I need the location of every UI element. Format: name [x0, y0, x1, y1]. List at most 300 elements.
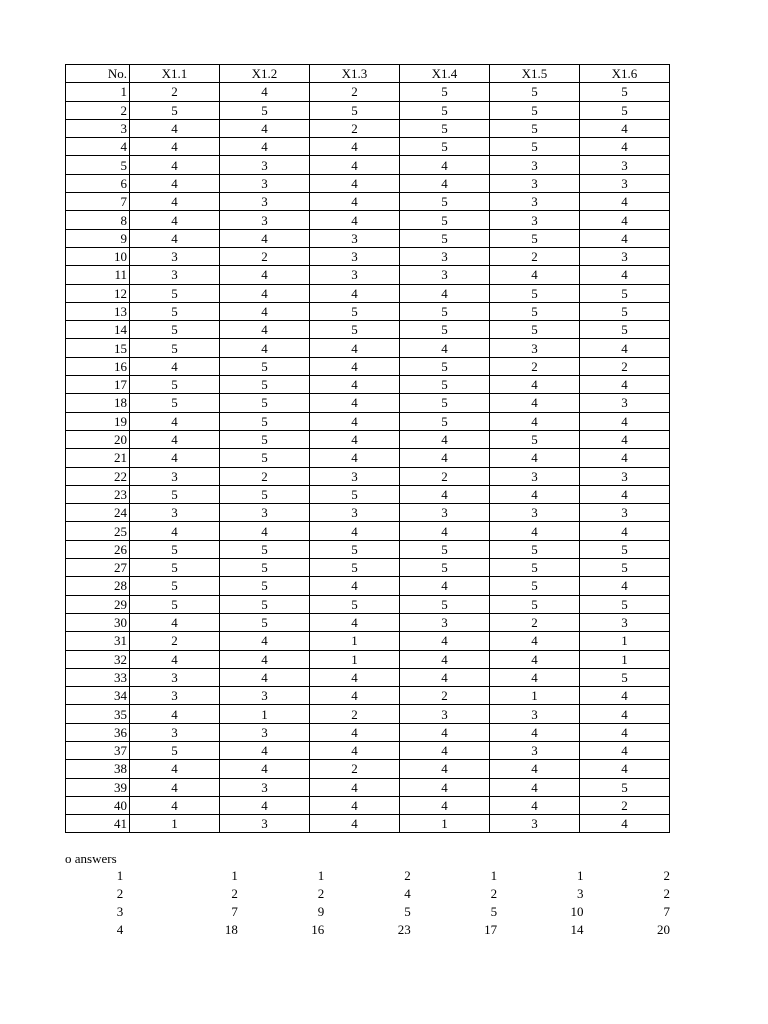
score-cell: 1: [580, 632, 670, 650]
score-cell: 4: [400, 741, 490, 759]
score-cell: 4: [220, 83, 310, 101]
score-cell: 4: [400, 723, 490, 741]
row-number-cell: 8: [66, 211, 130, 229]
row-number-cell: 2: [66, 101, 130, 119]
score-cell: 4: [400, 156, 490, 174]
score-cell: 3: [310, 467, 400, 485]
score-cell: 5: [400, 559, 490, 577]
table-row: [66, 376, 670, 394]
header-x1-5: X1.5: [490, 65, 580, 83]
row-number-cell: 37: [66, 741, 130, 759]
score-cell: 5: [220, 357, 310, 375]
score-cell: 4: [580, 760, 670, 778]
score-cell: 4: [400, 778, 490, 796]
score-cell: 4: [580, 412, 670, 430]
score-cell: 4: [400, 650, 490, 668]
header-x1-4: X1.4: [400, 65, 490, 83]
row-number-cell: 17: [66, 376, 130, 394]
table-row: [66, 394, 670, 412]
score-cell: 3: [220, 504, 310, 522]
score-cell: 5: [220, 430, 310, 448]
score-cell: 4: [310, 778, 400, 796]
score-cell: 4: [220, 650, 310, 668]
score-cell: 3: [220, 193, 310, 211]
answer-value: 2: [116, 886, 124, 901]
score-cell: 2: [130, 632, 220, 650]
score-cell: 4: [130, 760, 220, 778]
score-cell: 4: [130, 211, 220, 229]
row-number-cell: 34: [66, 687, 130, 705]
score-cell: 4: [400, 430, 490, 448]
score-cell: 4: [130, 449, 220, 467]
score-cell: 5: [490, 577, 580, 595]
score-cell: 4: [400, 522, 490, 540]
score-cell: 5: [400, 540, 490, 558]
score-cell: 4: [580, 229, 670, 247]
score-cell: 3: [400, 247, 490, 265]
score-cell: 4: [220, 119, 310, 137]
score-cell: 3: [130, 723, 220, 741]
score-cell: 5: [130, 485, 220, 503]
score-cell: 5: [130, 284, 220, 302]
table-row: [66, 705, 670, 723]
score-cell: 5: [580, 778, 670, 796]
score-cell: 4: [490, 778, 580, 796]
answer-count: 14: [570, 922, 584, 937]
table-row: [66, 613, 670, 631]
score-cell: 4: [490, 394, 580, 412]
answer-count: 5: [490, 904, 498, 919]
score-cell: 4: [130, 229, 220, 247]
row-number-cell: 19: [66, 412, 130, 430]
score-cell: 3: [580, 174, 670, 192]
score-cell: 4: [310, 156, 400, 174]
score-cell: 3: [490, 467, 580, 485]
score-cell: 5: [400, 101, 490, 119]
score-cell: 4: [580, 339, 670, 357]
score-cell: 4: [310, 430, 400, 448]
score-cell: 2: [220, 247, 310, 265]
score-cell: 2: [400, 687, 490, 705]
score-cell: 3: [310, 266, 400, 284]
table-row: [66, 357, 670, 375]
score-cell: 4: [220, 284, 310, 302]
score-cell: 3: [310, 247, 400, 265]
score-cell: 2: [490, 613, 580, 631]
header-x1-1: X1.1: [130, 65, 220, 83]
score-cell: 4: [220, 796, 310, 814]
score-cell: 4: [220, 741, 310, 759]
row-number-cell: 6: [66, 174, 130, 192]
score-cell: 5: [490, 138, 580, 156]
score-cell: 5: [490, 321, 580, 339]
score-cell: 5: [400, 302, 490, 320]
table-row: [66, 284, 670, 302]
row-number-cell: 3: [66, 119, 130, 137]
score-cell: 4: [400, 339, 490, 357]
score-cell: 5: [490, 229, 580, 247]
score-cell: 5: [220, 613, 310, 631]
score-cell: 4: [130, 522, 220, 540]
table-row: [66, 339, 670, 357]
table-row: [66, 485, 670, 503]
row-number-cell: 27: [66, 559, 130, 577]
score-cell: 4: [130, 193, 220, 211]
score-cell: 3: [490, 174, 580, 192]
score-cell: 4: [580, 741, 670, 759]
table-row: [66, 156, 670, 174]
score-cell: 5: [490, 559, 580, 577]
score-cell: 4: [310, 193, 400, 211]
score-cell: 4: [310, 174, 400, 192]
table-row: [66, 559, 670, 577]
answer-count: 1: [490, 868, 498, 883]
answer-value: 4: [116, 922, 124, 937]
score-cell: 4: [580, 266, 670, 284]
score-cell: 4: [580, 723, 670, 741]
score-cell: 3: [490, 741, 580, 759]
score-cell: 2: [220, 467, 310, 485]
score-cell: 4: [490, 760, 580, 778]
score-cell: 4: [220, 632, 310, 650]
score-cell: 5: [490, 540, 580, 558]
score-cell: 3: [580, 613, 670, 631]
score-cell: 4: [400, 449, 490, 467]
answer-count: 7: [663, 904, 670, 919]
score-cell: 5: [310, 559, 400, 577]
score-cell: 3: [400, 705, 490, 723]
score-cell: 3: [220, 211, 310, 229]
score-cell: 5: [400, 193, 490, 211]
header-x1-2: X1.2: [220, 65, 310, 83]
score-cell: 4: [130, 430, 220, 448]
row-number-cell: 40: [66, 796, 130, 814]
table-row: [66, 302, 670, 320]
table-row: [66, 778, 670, 796]
score-cell: 5: [130, 376, 220, 394]
score-cell: 3: [220, 815, 310, 833]
score-cell: 4: [130, 174, 220, 192]
table-row: [66, 504, 670, 522]
score-cell: 5: [310, 485, 400, 503]
answer-count: 9: [317, 904, 325, 919]
score-cell: 4: [580, 119, 670, 137]
answer-count: 23: [397, 922, 411, 937]
score-cell: 4: [130, 705, 220, 723]
score-cell: 5: [220, 376, 310, 394]
score-cell: 5: [130, 741, 220, 759]
score-cell: 3: [580, 247, 670, 265]
table-row: [66, 595, 670, 613]
score-cell: 4: [400, 577, 490, 595]
score-cell: 3: [220, 156, 310, 174]
score-cell: 1: [490, 687, 580, 705]
score-cell: 5: [490, 83, 580, 101]
score-cell: 4: [220, 266, 310, 284]
score-cell: 4: [580, 522, 670, 540]
summary-row: [65, 903, 670, 921]
score-cell: 4: [130, 613, 220, 631]
score-cell: 4: [400, 284, 490, 302]
score-cell: 3: [220, 687, 310, 705]
table-row: [66, 741, 670, 759]
score-cell: 4: [490, 376, 580, 394]
summary-row: [65, 885, 670, 903]
row-number-cell: 36: [66, 723, 130, 741]
table-row: [66, 760, 670, 778]
score-cell: 4: [490, 796, 580, 814]
score-cell: 3: [310, 229, 400, 247]
score-cell: 5: [130, 394, 220, 412]
summary-row: [65, 867, 670, 885]
score-cell: 5: [580, 83, 670, 101]
score-cell: 5: [220, 485, 310, 503]
table-row: [66, 229, 670, 247]
score-cell: 4: [130, 778, 220, 796]
score-cell: 5: [400, 357, 490, 375]
table-row: [66, 211, 670, 229]
row-number-cell: 12: [66, 284, 130, 302]
table-row: [66, 247, 670, 265]
score-cell: 5: [310, 321, 400, 339]
score-cell: 5: [490, 430, 580, 448]
score-cell: 4: [310, 522, 400, 540]
score-cell: 5: [490, 284, 580, 302]
score-cell: 4: [310, 796, 400, 814]
score-cell: 5: [220, 101, 310, 119]
score-cell: 4: [310, 815, 400, 833]
score-cell: 1: [580, 650, 670, 668]
score-cell: 4: [310, 357, 400, 375]
score-cell: 5: [130, 559, 220, 577]
score-cell: 5: [220, 412, 310, 430]
score-cell: 3: [490, 815, 580, 833]
score-cell: 5: [490, 302, 580, 320]
score-cell: 1: [400, 815, 490, 833]
score-cell: 3: [130, 687, 220, 705]
score-cell: 4: [310, 211, 400, 229]
score-cell: 4: [130, 119, 220, 137]
score-cell: 3: [400, 504, 490, 522]
score-cell: 4: [310, 613, 400, 631]
answer-count: 18: [224, 922, 238, 937]
row-number-cell: 26: [66, 540, 130, 558]
score-cell: 4: [220, 138, 310, 156]
table-row: [66, 577, 670, 595]
score-cell: 4: [310, 138, 400, 156]
score-cell: 4: [130, 796, 220, 814]
score-cell: 4: [130, 412, 220, 430]
answer-count: 20: [656, 922, 670, 937]
row-number-cell: 38: [66, 760, 130, 778]
row-number-cell: 9: [66, 229, 130, 247]
header-x1-3: X1.3: [310, 65, 400, 83]
score-cell: 5: [490, 595, 580, 613]
score-cell: 4: [580, 138, 670, 156]
score-cell: 5: [580, 101, 670, 119]
table-row: [66, 687, 670, 705]
score-cell: 5: [400, 119, 490, 137]
score-cell: 4: [580, 449, 670, 467]
score-cell: 4: [490, 266, 580, 284]
answer-count: 17: [484, 922, 498, 937]
score-cell: 4: [580, 705, 670, 723]
score-cell: 5: [130, 101, 220, 119]
score-cell: 3: [580, 394, 670, 412]
answer-count: 10: [570, 904, 584, 919]
row-number-cell: 25: [66, 522, 130, 540]
score-cell: 4: [310, 687, 400, 705]
score-cell: 4: [310, 339, 400, 357]
table-row: [66, 138, 670, 156]
score-cell: 3: [580, 467, 670, 485]
score-cell: 4: [400, 485, 490, 503]
score-cell: 3: [580, 504, 670, 522]
score-cell: 5: [220, 394, 310, 412]
score-cell: 4: [310, 577, 400, 595]
score-cell: 5: [220, 540, 310, 558]
score-cell: 3: [130, 668, 220, 686]
score-cell: 4: [400, 174, 490, 192]
score-cell: 5: [130, 302, 220, 320]
answer-count: 2: [663, 868, 670, 883]
score-cell: 4: [220, 522, 310, 540]
score-cell: 5: [400, 394, 490, 412]
score-cell: 4: [580, 577, 670, 595]
score-cell: 5: [310, 540, 400, 558]
score-cell: 2: [400, 467, 490, 485]
row-number-cell: 23: [66, 485, 130, 503]
score-cell: 5: [400, 595, 490, 613]
table-row: [66, 815, 670, 833]
score-cell: 5: [580, 321, 670, 339]
table-row: [66, 266, 670, 284]
score-cell: 4: [310, 741, 400, 759]
score-cell: 3: [490, 211, 580, 229]
score-cell: 2: [310, 119, 400, 137]
score-cell: 3: [130, 247, 220, 265]
score-cell: 4: [580, 430, 670, 448]
answer-count: 1: [577, 868, 584, 883]
score-cell: 3: [490, 156, 580, 174]
table-row: [66, 650, 670, 668]
score-cell: 3: [130, 467, 220, 485]
score-cell: 3: [490, 193, 580, 211]
score-cell: 4: [220, 339, 310, 357]
score-cell: 4: [400, 760, 490, 778]
row-number-cell: 4: [66, 138, 130, 156]
header-x1-6: X1.6: [580, 65, 670, 83]
score-cell: 4: [580, 193, 670, 211]
score-cell: 4: [580, 815, 670, 833]
row-number-cell: 24: [66, 504, 130, 522]
table-row: [66, 430, 670, 448]
score-cell: 4: [310, 284, 400, 302]
answer-summary: [65, 850, 670, 939]
score-cell: 5: [490, 119, 580, 137]
score-cell: 5: [220, 577, 310, 595]
score-cell: 2: [310, 760, 400, 778]
table-row: [66, 321, 670, 339]
score-cell: 2: [130, 83, 220, 101]
answer-count: 2: [404, 868, 411, 883]
row-number-cell: 41: [66, 815, 130, 833]
row-number-cell: 5: [66, 156, 130, 174]
score-cell: 3: [400, 266, 490, 284]
score-cell: 5: [310, 302, 400, 320]
table-row: [66, 193, 670, 211]
score-cell: 5: [580, 595, 670, 613]
score-cell: 4: [220, 229, 310, 247]
header-row: [66, 65, 670, 83]
score-cell: 4: [220, 321, 310, 339]
score-cell: 5: [220, 559, 310, 577]
row-number-cell: 18: [66, 394, 130, 412]
score-cell: 5: [580, 302, 670, 320]
responses-table: [65, 64, 670, 833]
row-number-cell: 7: [66, 193, 130, 211]
score-cell: 4: [490, 449, 580, 467]
answer-value: 1: [116, 868, 124, 883]
score-cell: 4: [310, 449, 400, 467]
score-cell: 3: [310, 504, 400, 522]
score-cell: 5: [400, 138, 490, 156]
score-cell: 4: [130, 156, 220, 174]
score-cell: 4: [130, 357, 220, 375]
answer-value: 3: [116, 904, 124, 919]
score-cell: 4: [310, 412, 400, 430]
score-cell: 4: [220, 302, 310, 320]
score-cell: 4: [490, 723, 580, 741]
score-cell: 3: [130, 504, 220, 522]
answer-count: 2: [663, 886, 670, 901]
table-row: [66, 540, 670, 558]
answer-count: 16: [311, 922, 325, 937]
row-number-cell: 30: [66, 613, 130, 631]
score-cell: 5: [400, 83, 490, 101]
score-cell: 3: [490, 504, 580, 522]
score-cell: 4: [580, 687, 670, 705]
score-cell: 5: [130, 595, 220, 613]
table-row: [66, 83, 670, 101]
table-row: [66, 796, 670, 814]
score-cell: 4: [580, 485, 670, 503]
score-cell: 2: [490, 357, 580, 375]
row-number-cell: 35: [66, 705, 130, 723]
summary-title: o answers: [65, 851, 117, 866]
answer-count: 2: [231, 886, 238, 901]
score-cell: 5: [400, 211, 490, 229]
score-cell: 5: [580, 559, 670, 577]
score-cell: 2: [580, 357, 670, 375]
table-row: [66, 174, 670, 192]
score-cell: 4: [580, 211, 670, 229]
score-cell: 4: [400, 796, 490, 814]
row-number-cell: 28: [66, 577, 130, 595]
table-row: [66, 412, 670, 430]
score-cell: 2: [490, 247, 580, 265]
table-row: [66, 467, 670, 485]
score-cell: 4: [220, 760, 310, 778]
score-cell: 3: [490, 339, 580, 357]
score-cell: 5: [400, 321, 490, 339]
table-row: [66, 449, 670, 467]
score-cell: 5: [400, 412, 490, 430]
answer-count: 7: [231, 904, 238, 919]
row-number-cell: 32: [66, 650, 130, 668]
summary-row: [65, 921, 670, 939]
score-cell: 4: [580, 376, 670, 394]
